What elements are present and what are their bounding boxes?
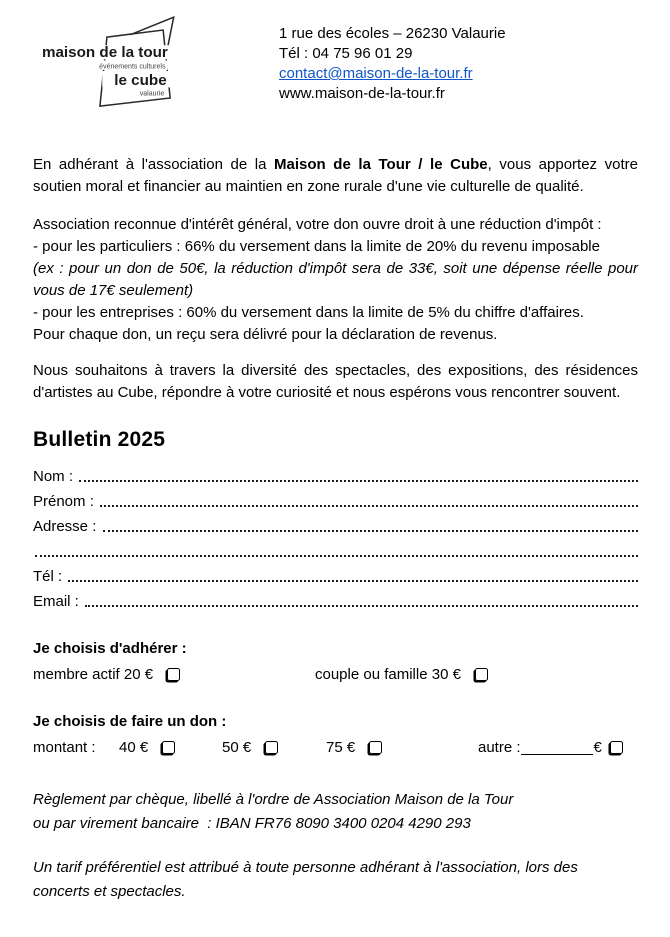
membre-actif-checkbox[interactable]	[167, 668, 180, 681]
adhesion-options	[33, 666, 638, 683]
tax-line-3: - pour les entreprises : 60% du versement dans la limite de 5% du chiffre d'affaires.	[33, 304, 584, 321]
field-label-tel: Tél :	[33, 568, 67, 585]
intro-text-before: En adhérant à l'association de la	[33, 156, 275, 173]
don-75-checkbox[interactable]	[369, 741, 382, 754]
don-autre-label: autre :	[478, 739, 521, 756]
intro-paragraph	[33, 154, 638, 198]
adhesion-option-couple-label: couple ou famille 30 €	[315, 666, 461, 683]
field-label-adresse: Adresse :	[33, 518, 101, 535]
field-line-nom	[79, 480, 638, 482]
payment-info	[33, 788, 638, 836]
don-option-50-label: 50 €	[222, 739, 252, 756]
header	[33, 16, 638, 112]
field-label-prenom: Prénom :	[33, 493, 99, 510]
cube-logo-icon	[41, 16, 201, 112]
tax-example: (ex : pour un don de 50€, la réduction d'impôt sera de 33€, soit une dépense réelle pour vous de 17€ seulement)	[33, 260, 638, 299]
logo	[41, 16, 201, 116]
tax-info-paragraph	[33, 214, 638, 346]
don-option-75-label: 75 €	[326, 739, 356, 756]
don-option-autre	[478, 739, 623, 756]
adhesion-option-couple	[315, 666, 488, 683]
tax-line-4: Pour chaque don, un reçu sera délivré pour la déclaration de revenus.	[33, 326, 498, 343]
adhesion-option-membre-label: membre actif 20 €	[33, 666, 154, 683]
contact-email-link[interactable]: contact@maison-de-la-tour.fr	[279, 65, 473, 82]
field-row-nom	[33, 460, 638, 485]
field-line-adresse	[103, 530, 638, 532]
field-row-adresse-2	[33, 535, 638, 560]
contact-address: 1 rue des écoles – 26230 Valaurie	[279, 25, 506, 42]
field-line-prenom	[100, 505, 638, 507]
logo-text-line4: valaurie	[139, 90, 165, 98]
don-options	[33, 739, 638, 756]
don-50-checkbox[interactable]	[265, 741, 278, 754]
field-line-email	[85, 605, 638, 607]
don-option-40	[119, 739, 222, 756]
field-line-adresse-2	[35, 555, 638, 557]
adhesion-option-membre	[33, 666, 315, 683]
don-heading: Je choisis de faire un don :	[33, 713, 227, 730]
adhesion-heading: Je choisis d'adhérer :	[33, 640, 187, 657]
payment-line-2: ou par virement bancaire : IBAN FR76 8090 3400 0204 4290 293	[33, 815, 471, 832]
don-option-75	[326, 739, 430, 756]
payment-line-1: Règlement par chèque, libellé à l'ordre de Association Maison de la Tour	[33, 791, 514, 808]
contact-phone: Tél : 04 75 96 01 29	[279, 45, 413, 62]
don-option-50	[222, 739, 326, 756]
don-autre-checkbox[interactable]	[610, 741, 623, 754]
field-row-prenom	[33, 485, 638, 510]
don-option-40-label: 40 €	[119, 739, 149, 756]
tax-line-2: - pour les particuliers : 66% du versement dans la limite de 20% du revenu imposable	[33, 238, 600, 255]
intro-text-bold: Maison de la Tour / le Cube	[274, 156, 488, 173]
footer-note: Un tarif préférentiel est attribué à toute personne adhérant à l'association, lors des concerts et spectacles.	[33, 859, 578, 900]
contact-block	[279, 16, 506, 104]
intro-text-after: , vous apportez votre soutien moral et financier au maintien en zone rurale d'une vie culturelle de qualité.	[33, 156, 638, 195]
logo-text-line1: maison de la tour	[41, 43, 168, 61]
don-40-checkbox[interactable]	[162, 741, 175, 754]
field-row-email	[33, 585, 638, 610]
bulletin-title: Bulletin 2025	[33, 428, 166, 451]
field-label-nom: Nom :	[33, 468, 78, 485]
logo-text-line3: le cube	[114, 72, 167, 90]
logo-text-line2: événements culturels	[99, 63, 166, 71]
don-autre-write-line	[521, 741, 593, 755]
don-montant-label: montant :	[33, 739, 96, 756]
don-autre-currency: €	[593, 739, 602, 756]
tax-line-1: Association reconnue d'intérêt général, votre don ouvre droit à une réduction d'impôt :	[33, 216, 602, 233]
field-label-email: Email :	[33, 593, 84, 610]
field-line-tel	[68, 580, 638, 582]
couple-famille-checkbox[interactable]	[475, 668, 488, 681]
field-row-adresse	[33, 510, 638, 535]
form-fields	[33, 460, 638, 610]
hope-paragraph: Nous souhaitons à travers la diversité des spectacles, des expositions, des résidences d'artistes au Cube, répondre à votre curiosité et nous espérons vous rencontrer souvent.	[33, 362, 638, 401]
contact-website: www.maison-de-la-tour.fr	[279, 85, 445, 102]
field-row-tel	[33, 560, 638, 585]
